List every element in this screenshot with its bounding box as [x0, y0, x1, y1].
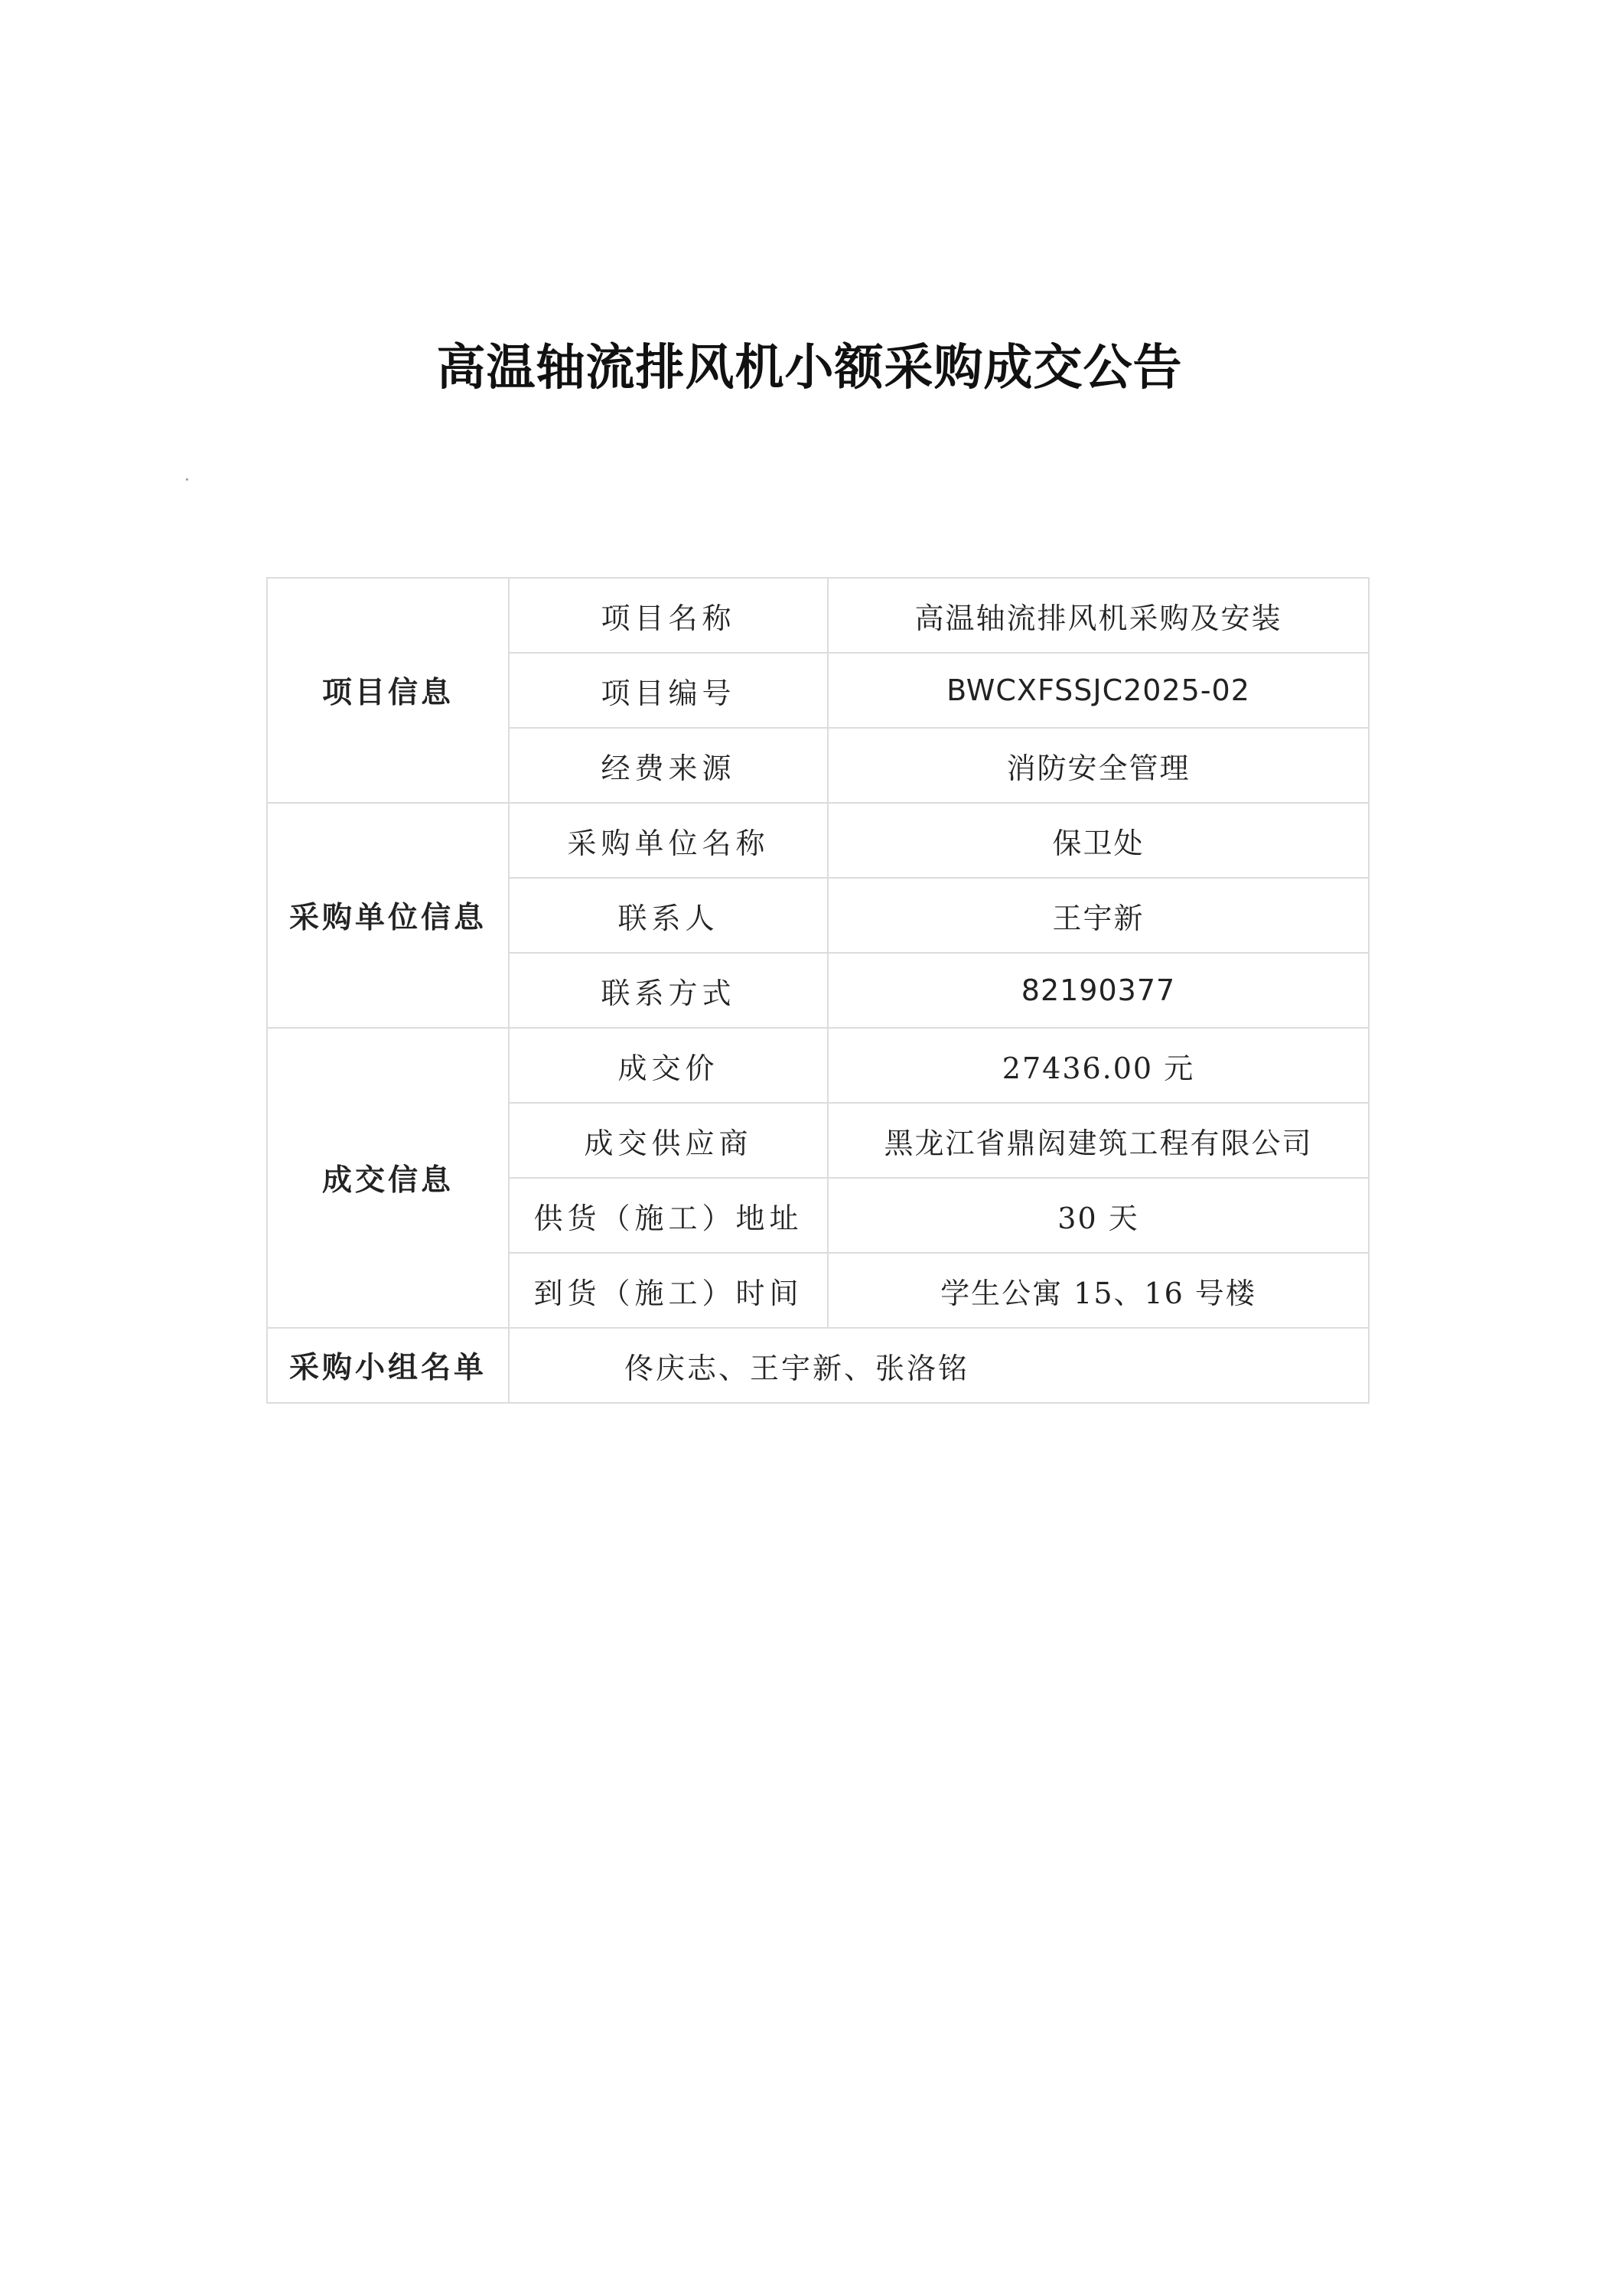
procurement-group-members: 佟庆志、王宇新、张洛铭: [509, 1328, 1369, 1403]
group-label-project-info: 项目信息: [267, 578, 509, 803]
row-label: 项目编号: [509, 653, 828, 728]
row-value: 黑龙江省鼎闳建筑工程有限公司: [828, 1103, 1369, 1178]
row-value: 王宇新: [828, 878, 1369, 953]
row-value: 消防安全管理: [828, 728, 1369, 803]
group-label-procurement-group: 采购小组名单: [267, 1328, 509, 1403]
page-title: 高温轴流排风机小额采购成交公告: [436, 340, 1183, 396]
row-label: 成交价: [509, 1028, 828, 1103]
announcement-table: [266, 577, 1370, 1404]
row-label: 联系人: [509, 878, 828, 953]
row-label: 采购单位名称: [509, 803, 828, 878]
group-label-deal-info: 成交信息: [267, 1028, 509, 1328]
row-value: 高温轴流排风机采购及安装: [828, 578, 1369, 653]
scan-speck: [186, 478, 188, 481]
row-label: 供货（施工）地址: [509, 1178, 828, 1253]
table-row: [267, 803, 1369, 878]
row-value: 保卫处: [828, 803, 1369, 878]
row-label: 成交供应商: [509, 1103, 828, 1178]
row-label: 项目名称: [509, 578, 828, 653]
row-value: 27436.00 元: [828, 1028, 1369, 1103]
row-label: 到货（施工）时间: [509, 1253, 828, 1328]
table-row: [267, 1328, 1369, 1403]
table-row: [267, 1028, 1369, 1103]
row-value: 30 天: [828, 1178, 1369, 1253]
table-row: [267, 578, 1369, 653]
row-label: 联系方式: [509, 953, 828, 1028]
row-value: BWCXFSSJC2025-02: [828, 653, 1369, 728]
row-value: 学生公寓 15、16 号楼: [828, 1253, 1369, 1328]
row-label: 经费来源: [509, 728, 828, 803]
row-value: 82190377: [828, 953, 1369, 1028]
group-label-purchaser-info: 采购单位信息: [267, 803, 509, 1028]
